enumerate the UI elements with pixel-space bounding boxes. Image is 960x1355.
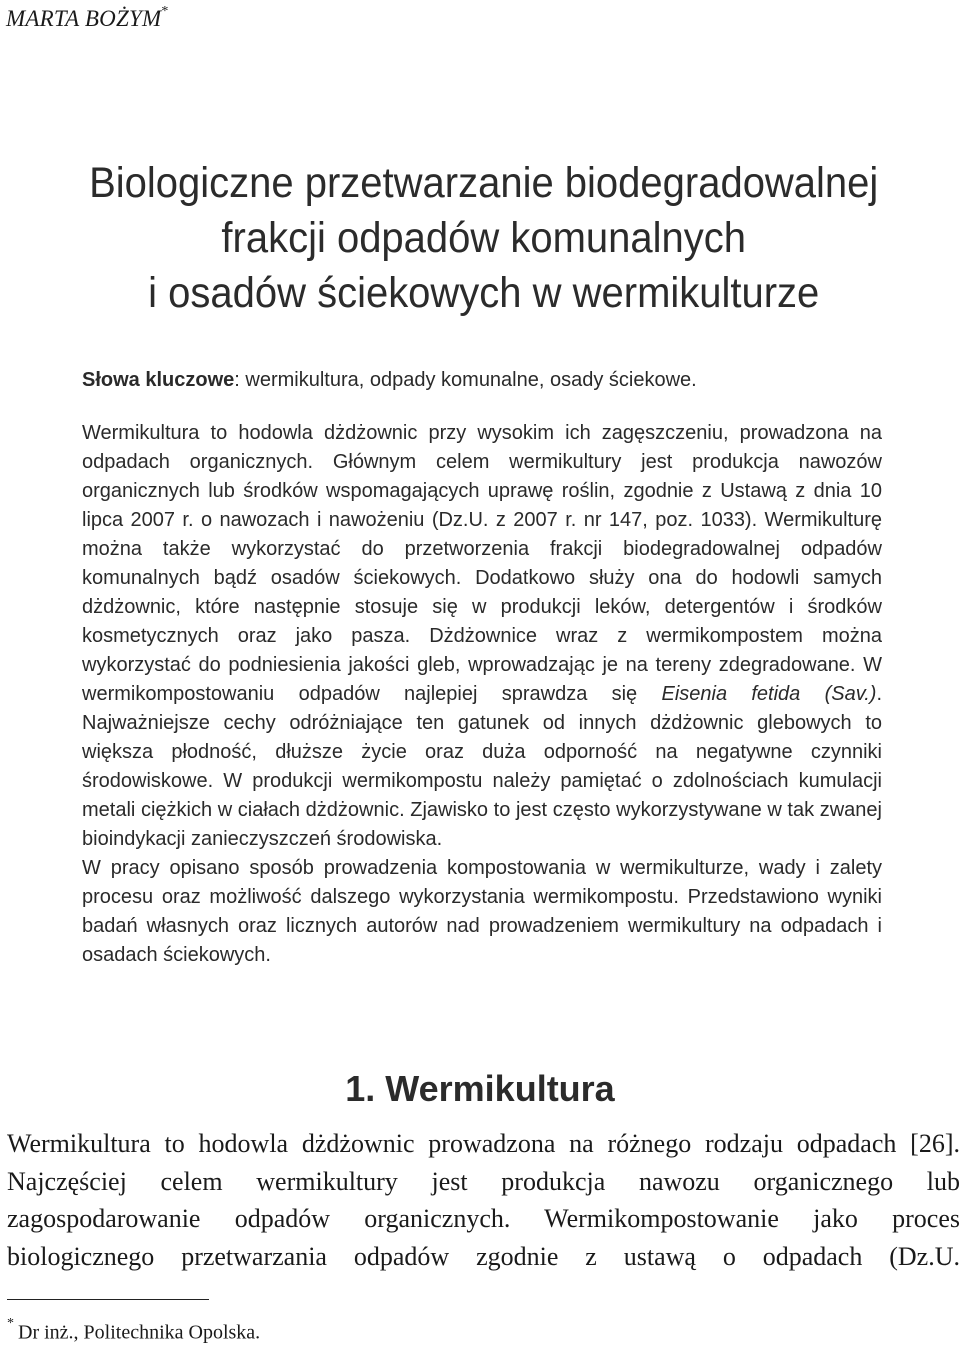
section-heading: 1. Wermikultura (345, 1068, 615, 1109)
title-line-2: frakcji odpadów komunalnych (221, 214, 747, 262)
abstract-body (82, 419, 882, 970)
paper-title (34, 156, 934, 321)
footnote-mark: * (7, 1316, 14, 1331)
keywords (82, 366, 882, 395)
footnote-rule (7, 1299, 209, 1300)
abstract-paragraph-2: W pracy opisano sposób prowadzenia kompostowania w wermikulturze, wady i zalety procesu oraz możliwość dalszego wykorzystania wermikompostu. Przedstawiono wyniki badań własnych oraz licznych autorów nad prowadzeniem wermikultury na odpadach i osadach ściekowych. (82, 857, 882, 966)
abstract-paragraph-1-part-1: Wermikultura to hodowla dżdżownic przy wysokim ich zagęszczeniu, prowadzona na odpadach organicznych. Głównym celem wermikultury jest produkcja nawozów organicznych lub środków wspomagających uprawę roślin, zgodnie z Ustawą z dnia 10 lipca 2007 r. o nawozach i nawożeniu (Dz.U. z 2007 r. nr 147, poz. 1033). Wermikulturę można także wykorzystać do przetworzenia frakcji biodegradowalnej odpadów komunalnych bądź osadów ściekowych. Dodatkowo służy ona do hodowli samych dżdżownic, które następnie stosuje się w produkcji leków, detergentów i środków kosmetycznych oraz jako pasza. Dżdżownice wraz z wermikompostem można wykorzystać do podniesienia jakości gleb, wprowadzając je na tereny zdegradowane. W wermikompostowaniu odpadów najlepiej sprawdza się (82, 422, 882, 705)
keywords-separator: : (234, 369, 240, 391)
author-name-text: MARTA BOŻYM (6, 6, 162, 31)
abstract (82, 366, 882, 970)
footnote (7, 1316, 261, 1345)
title-line-3: i osadów ściekowych w wermikulturze (148, 269, 820, 317)
title-line-1: Biologiczne przetwarzanie biodegradowalnej (89, 159, 879, 207)
section-body-text: Wermikultura to hodowla dżdżownic prowadzona na różnego rodzaju odpadach [26]. Najczęściej celem wermikultury jest produkcja nawozu organicznego lub zagospodarowanie odpadów organicznych. Wermikompostowanie jako proces biologicznego przetwarzania odpadów zgodnie z ustawą o odpadach (Dz.U. (7, 1129, 960, 1271)
author-footnote-mark: * (161, 4, 169, 20)
abstract-paragraph-1-part-2: . Najważniejsze cechy odróżniające ten gatunek od innych dżdżownic glebowych to większa płodność, dłuższe życie oraz duża odporność na negatywne czynniki środowiskowe. W produkcji wermikompostu należy pamiętać o zdolnościach kumulacji metali ciężkich w ciałach dżdżownic. Zjawisko to jest często wykorzystywane w tak zwanej bioindykacji zanieczyszczeń środowiska. (82, 683, 883, 850)
keywords-label: Słowa kluczowe (82, 369, 235, 391)
abstract-paragraph-1 (82, 419, 882, 854)
species-name: Eisenia fetida (Sav.) (661, 683, 877, 705)
author-name (6, 6, 169, 32)
keywords-text: wermikultura, odpady komunalne, osady ściekowe. (239, 369, 697, 391)
footnote-text: Dr inż., Politechnika Opolska. (18, 1321, 261, 1344)
